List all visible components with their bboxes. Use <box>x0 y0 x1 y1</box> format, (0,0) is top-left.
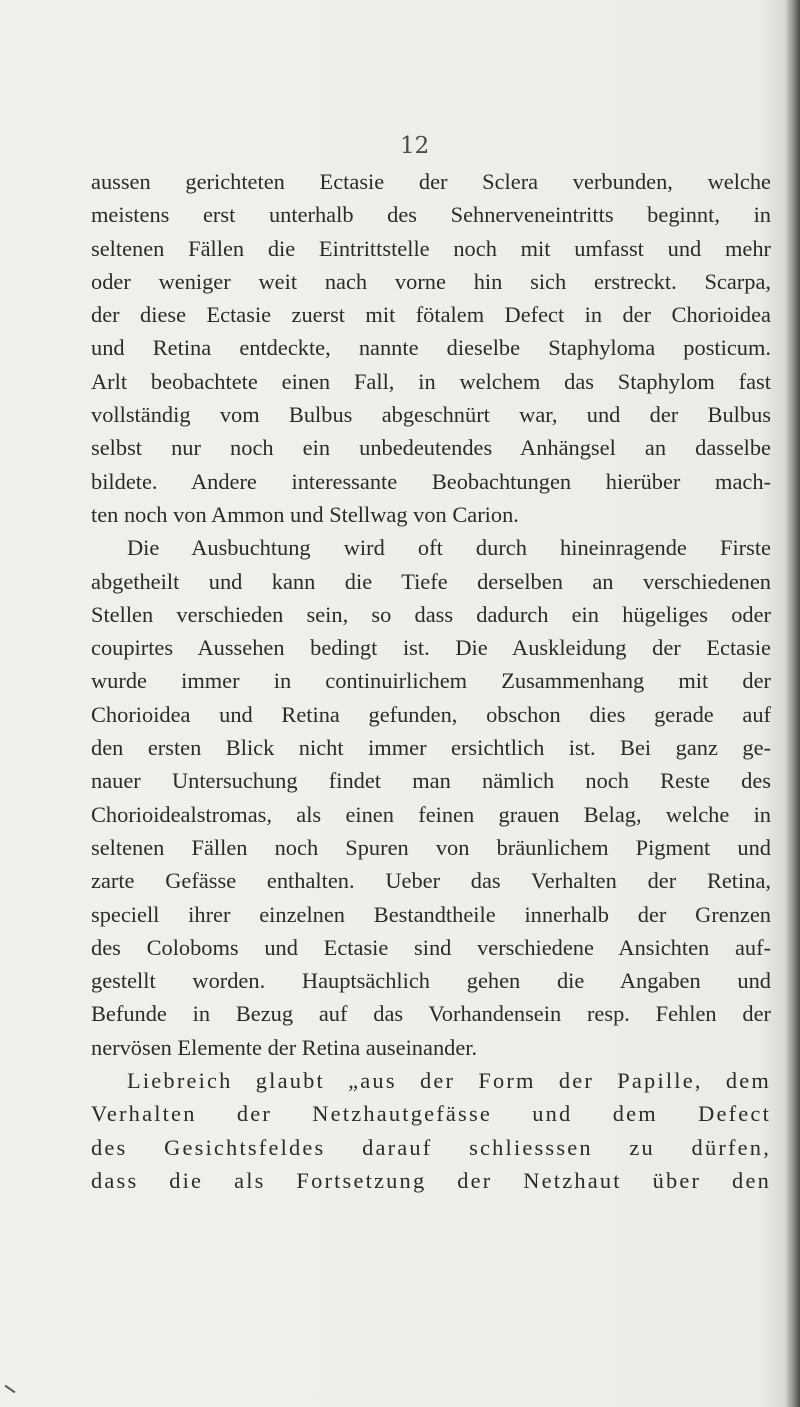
text-line: Chorioidealstromas, als einen feinen grauen Belag, welche in <box>91 801 771 827</box>
text-line: des Coloboms und Ectasie sind verschiedene Ansichten auf- <box>91 934 771 960</box>
text-line-quote: Verhalten der Netzhautgefässe und dem Defect <box>91 1101 771 1127</box>
text-line: der diese Ectasie zuerst mit fötalem Defect in der Chorioidea <box>91 302 771 328</box>
text-line: den ersten Blick nicht immer ersichtlich ist. Bei ganz ge- <box>91 735 771 761</box>
text-line-quote: des Gesichtsfeldes darauf schliesssen zu dürfen, <box>91 1134 771 1160</box>
text-line: coupirtes Aussehen bedingt ist. Die Auskleidung der Ectasie <box>91 635 771 661</box>
text-line: Chorioidea und Retina gefunden, obschon dies gerade auf <box>91 701 771 727</box>
text-line: vollständig vom Bulbus abgeschnürt war, und der Bulbus <box>91 402 771 428</box>
text-line: speciell ihrer einzelnen Bestandtheile innerhalb der Grenzen <box>91 901 771 927</box>
print-speck <box>5 1385 16 1394</box>
text-line: nauer Untersuchung findet man nämlich noch Reste des <box>91 768 771 794</box>
text-line: ten noch von Ammon und Stellwag von Carion. <box>91 501 519 527</box>
text-line: nervösen Elemente der Retina auseinander. <box>91 1034 478 1060</box>
text-line: seltenen Fällen die Eintrittstelle noch mit umfasst und mehr <box>91 235 771 261</box>
text-line-quote: dass die als Fortsetzung der Netzhaut über den <box>91 1167 771 1193</box>
page-edge-shadow <box>786 0 800 1407</box>
text-line: abgetheilt und kann die Tiefe derselben an verschiedenen <box>91 568 771 594</box>
text-line: selbst nur noch ein unbedeutendes Anhängsel an dasselbe <box>91 435 771 461</box>
text-line: bildete. Andere interessante Beobachtungen hierüber mach- <box>91 468 771 494</box>
page-number: 12 <box>400 133 430 159</box>
text-line: Stellen verschieden sein, so dass dadurch ein hügeliges oder <box>91 601 771 627</box>
text-line-quote-start: Liebreich glaubt „aus der Form der Papille, dem <box>127 1068 771 1094</box>
text-line: und Retina entdeckte, nannte dieselbe Staphyloma posticum. <box>91 335 771 361</box>
text-line: gestellt worden. Hauptsächlich gehen die Angaben und <box>91 968 771 994</box>
text-line: Befunde in Bezug auf das Vorhandensein resp. Fehlen der <box>91 1001 771 1027</box>
body-text <box>91 165 771 1197</box>
text-line-paragraph-start: Die Ausbuchtung wird oft durch hineinragende Firste <box>127 535 771 561</box>
text-line: wurde immer in continuirlichem Zusammenhang mit der <box>91 668 771 694</box>
text-line: oder weniger weit nach vorne hin sich erstreckt. Scarpa, <box>91 268 771 294</box>
text-line: aussen gerichteten Ectasie der Sclera verbunden, welche <box>91 169 771 194</box>
text-line: zarte Gefässe enthalten. Ueber das Verhalten der Retina, <box>91 868 771 894</box>
text-line: Arlt beobachtete einen Fall, in welchem das Staphylom fast <box>91 368 771 394</box>
text-line: meistens erst unterhalb des Sehnerveneintritts beginnt, in <box>91 202 771 228</box>
text-line: seltenen Fällen noch Spuren von bräunlichem Pigment und <box>91 834 771 860</box>
